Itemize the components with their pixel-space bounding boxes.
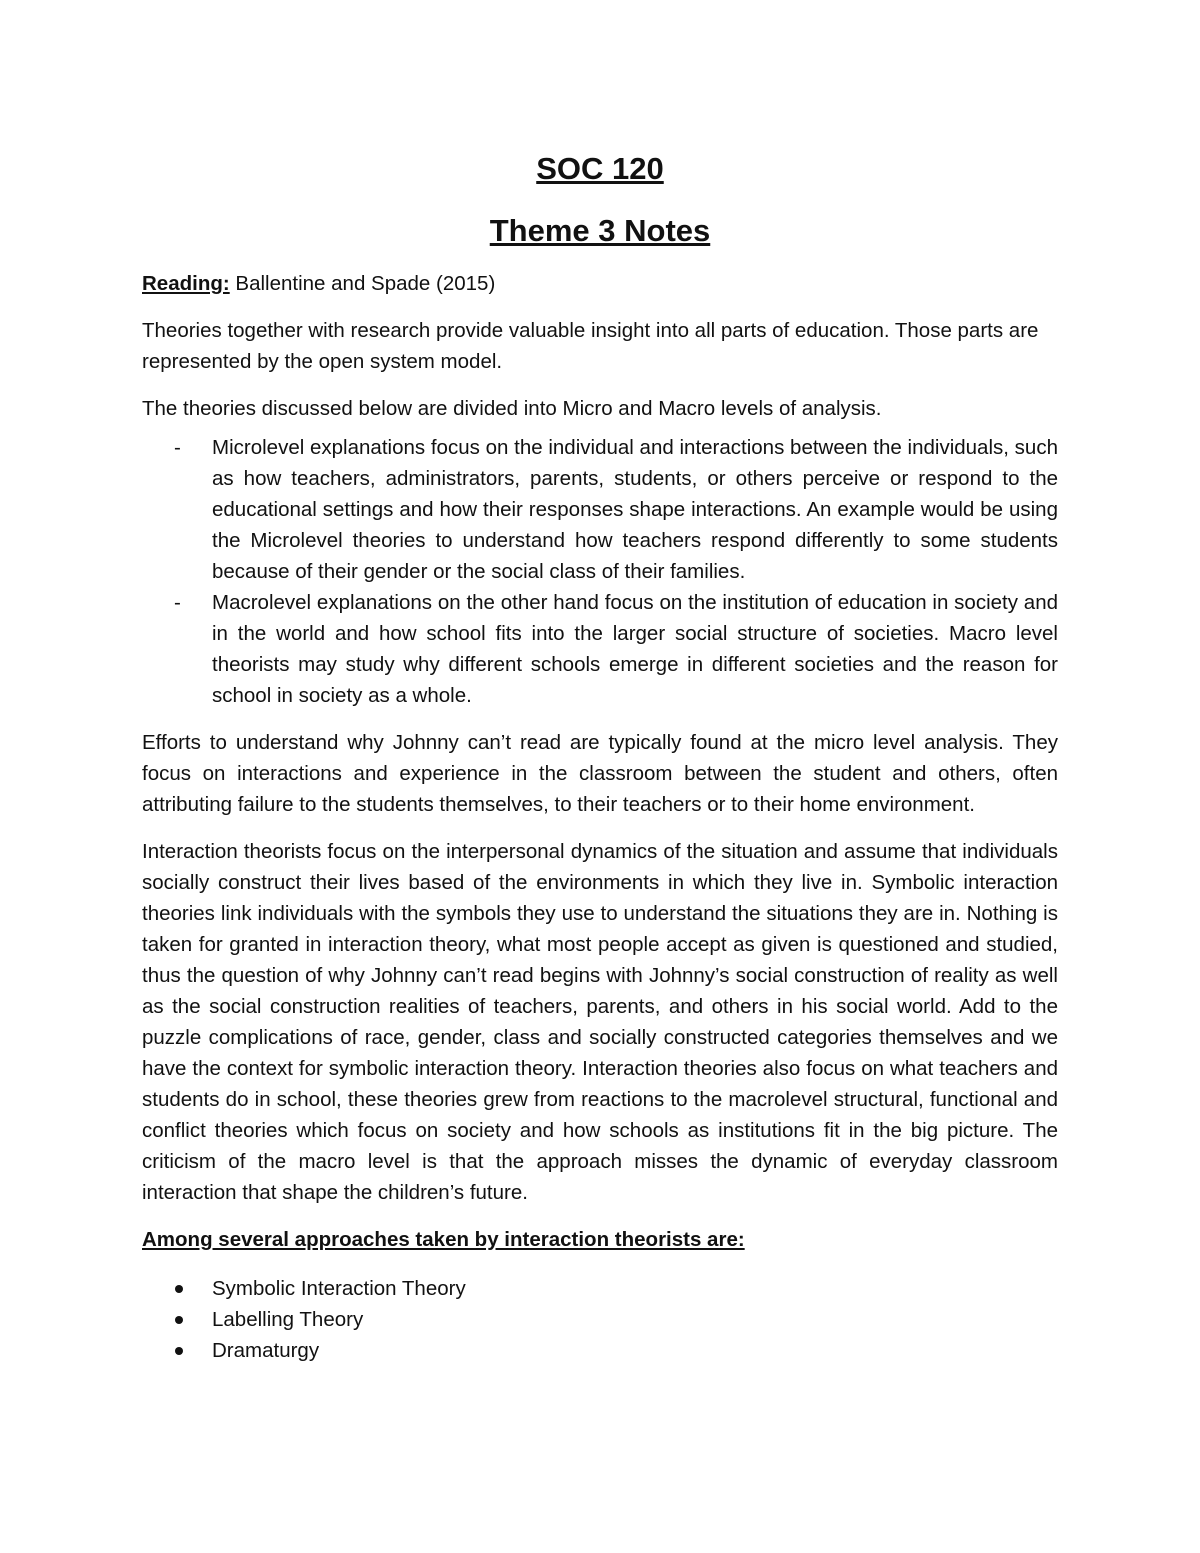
theme-title: Theme 3 Notes — [489, 213, 711, 248]
bullet-icon — [175, 1347, 183, 1355]
dash-marker: - — [174, 591, 181, 614]
dash-marker: - — [174, 436, 181, 459]
levels-list — [142, 432, 1058, 711]
reading-label: Reading: — [142, 272, 230, 295]
list-item-macrolevel — [142, 587, 1058, 711]
list-item — [142, 1273, 1058, 1304]
list-item-text: Microlevel explanations focus on the individual and interactions between the individuals, such as how teachers, administrators, parents, students, or others perceive or respond to the educational settings and how their responses shape interactions. An example would be using the Microlevel theories to understand how teachers respond differently to some students because of their gender or the social class of their families. — [212, 436, 1058, 583]
interaction-paragraph: Interaction theorists focus on the interpersonal dynamics of the situation and assume that individuals socially construct their lives based of the environments in which they live in. Symbolic interaction theories link individuals with the symbols they use to understand the situations they are in. Nothing is taken for granted in interaction theory, what most people accept as given is questioned and studied, thus the question of why Johnny can’t read begins with Johnny’s social construction of reality as well as the social construction realities of teachers, parents, and others in his social world. Add to the puzzle complications of race, gender, class and socially constructed categories themselves and we have the context for symbolic interaction theory. Interaction theories also focus on what teachers and students do in school, these theories grew from reactions to the macrolevel structural, functional and conflict theories which focus on society and how schools as institutions fit in the big picture. The criticism of the macro level is that the approach misses the dynamic of everyday classroom interaction that shape the children’s future. — [142, 840, 1058, 1204]
list-item — [142, 1335, 1058, 1366]
intro-paragraph: Theories together with research provide valuable insight into all parts of education. Those parts are represented by the open system model. — [142, 319, 1039, 373]
approaches-list — [142, 1273, 1058, 1366]
course-title: SOC 120 — [536, 151, 664, 186]
approaches-heading: Among several approaches taken by interaction theorists are: — [142, 1228, 745, 1251]
johnny-paragraph: Efforts to understand why Johnny can’t read are typically found at the micro level analysis. They focus on interactions and experience in the classroom between the student and others, often attributing failure to the students themselves, to their teachers or to their home environment. — [142, 731, 1058, 816]
reading-source: Ballentine and Spade (2015) — [235, 272, 496, 295]
list-item — [142, 1304, 1058, 1335]
bullet-icon — [175, 1316, 183, 1324]
list-item-microlevel — [142, 432, 1058, 587]
approach-label: Labelling Theory — [212, 1308, 364, 1331]
approach-label: Symbolic Interaction Theory — [212, 1277, 466, 1300]
bullet-icon — [175, 1285, 183, 1293]
reading-line — [142, 268, 1058, 299]
document-page — [142, 150, 1058, 1366]
approach-label: Dramaturgy — [212, 1339, 320, 1362]
levels-paragraph: The theories discussed below are divided into Micro and Macro levels of analysis. — [142, 397, 882, 420]
list-item-text: Macrolevel explanations on the other hand focus on the institution of education in society and in the world and how school fits into the larger social structure of societies. Macro level theorists may study why different schools emerge in different societies and the reason for school in society as a whole. — [212, 591, 1058, 707]
